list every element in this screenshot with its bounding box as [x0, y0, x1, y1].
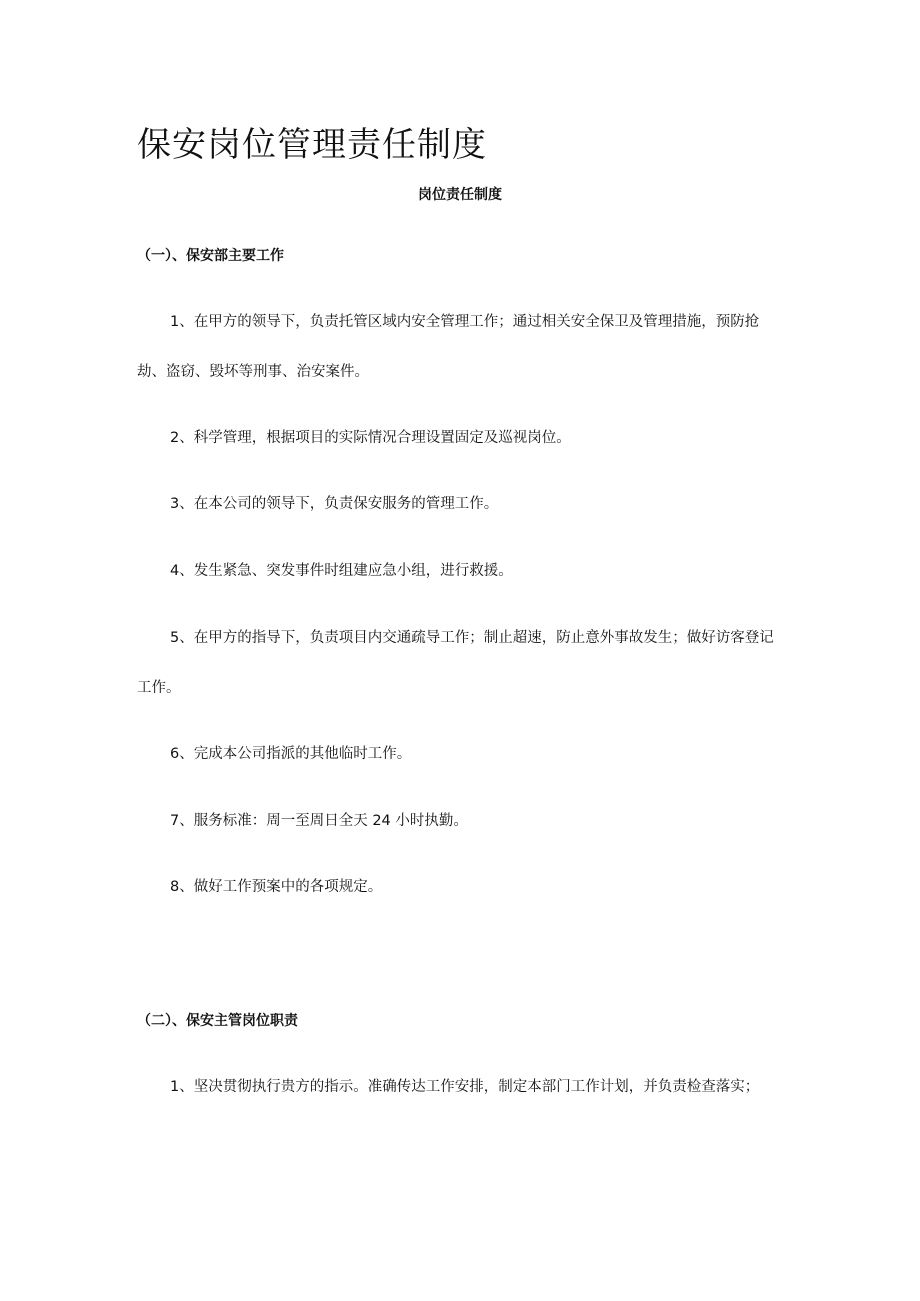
document-title: 保安岗位管理责任制度 [137, 125, 487, 165]
section1-item-7: 7、服务标准：周一至周日全天 24 小时执勤。 [170, 813, 468, 829]
section1-item-4: 4、发生紧急、突发事件时组建应急小组，进行救援。 [170, 563, 513, 579]
section1-item-1: 1、在甲方的领导下，负责托管区域内安全管理工作；通过相关安全保卫及管理措施，预防抢劫、盗窃、毁坏等刑事、治安案件。 [137, 314, 760, 380]
section1-item-3: 3、在本公司的领导下，负责保安服务的管理工作。 [170, 496, 499, 512]
section-heading-2: （二）、保安主管岗位职责 [137, 1013, 298, 1029]
section1-item-8: 8、做好工作预案中的各项规定。 [170, 879, 383, 895]
section1-item-6: 6、完成本公司指派的其他临时工作。 [170, 746, 412, 762]
section2-item-1: 1、坚决贯彻执行贵方的指示。准确传达工作安排，制定本部门工作计划，并负责检查落实； [170, 1079, 760, 1095]
section1-item-5: 5、在甲方的指导下，负责项目内交通疏导工作；制止超速，防止意外事故发生；做好访客登记工作。 [137, 630, 774, 696]
section1-item-2: 2、科学管理，根据项目的实际情况合理设置固定及巡视岗位。 [170, 430, 571, 446]
section-heading-1: （一）、保安部主要工作 [137, 248, 284, 264]
document-subtitle: 岗位责任制度 [418, 187, 502, 203]
